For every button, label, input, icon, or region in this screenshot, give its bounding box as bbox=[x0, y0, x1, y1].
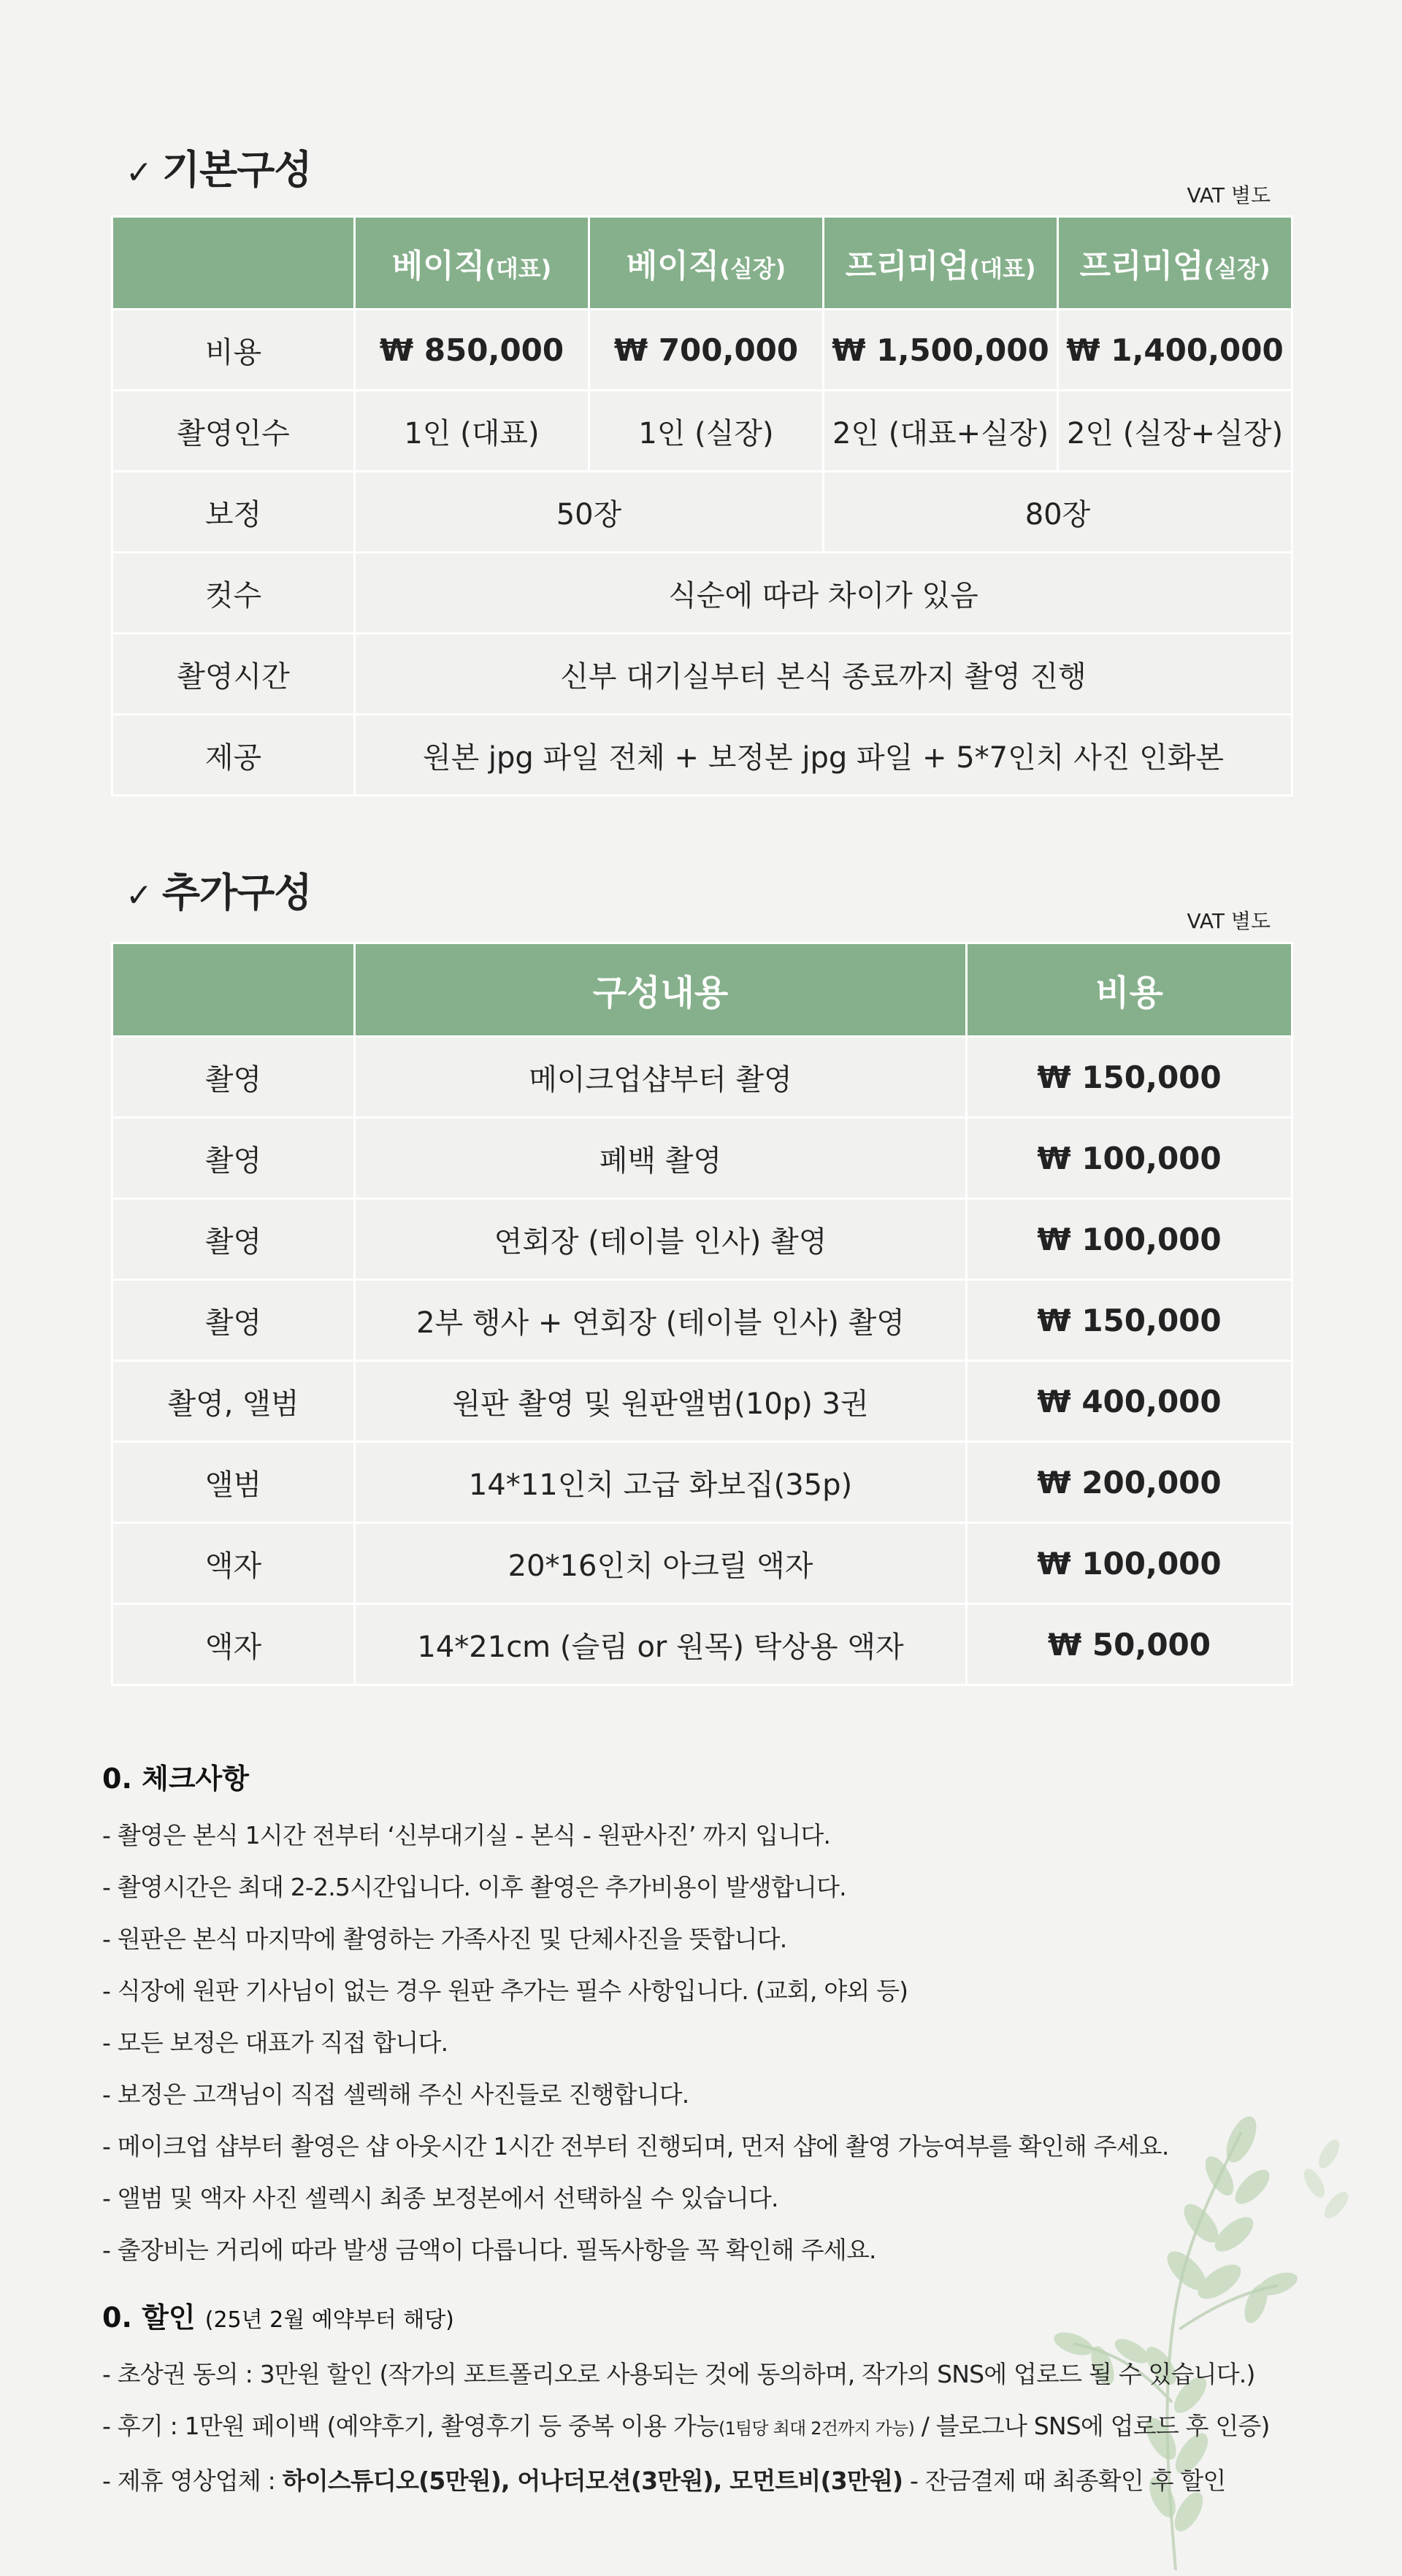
table-row bbox=[112, 1523, 1292, 1604]
row-cost: ₩ 400,000 bbox=[967, 1361, 1292, 1442]
table-row bbox=[112, 1037, 1292, 1118]
row-type: 액자 bbox=[112, 1523, 355, 1604]
table-row bbox=[112, 1199, 1292, 1280]
list-item: - 식장에 원판 기사님이 없는 경우 원판 추가는 필수 사항입니다. (교회, 야외 등) bbox=[102, 1977, 908, 2005]
row-label-time: 촬영시간 bbox=[112, 634, 355, 715]
row-type: 촬영, 앨범 bbox=[112, 1361, 355, 1442]
table-row bbox=[112, 1280, 1292, 1361]
discount-section bbox=[102, 2295, 1344, 2507]
basic-price-table bbox=[111, 215, 1293, 797]
row-label-provide: 제공 bbox=[112, 715, 355, 796]
table-row bbox=[112, 472, 1292, 553]
price-cell: ₩ 850,000 bbox=[355, 310, 589, 391]
row-content: 메이크업샵부터 촬영 bbox=[355, 1037, 967, 1118]
table-cell: 2인 (대표+실장) bbox=[824, 391, 1058, 472]
table-row bbox=[112, 1442, 1292, 1523]
extra-vat-note: VAT 별도 bbox=[1187, 909, 1271, 933]
header-premium-ceo: 프리미엄(대표) bbox=[824, 217, 1058, 310]
row-cost: ₩ 50,000 bbox=[967, 1604, 1292, 1685]
header-blank-cell bbox=[112, 943, 355, 1037]
row-cost: ₩ 100,000 bbox=[967, 1118, 1292, 1199]
extra-section-title: ✓ 추가구성 bbox=[126, 870, 312, 916]
table-row bbox=[112, 310, 1292, 391]
row-label-cost: 비용 bbox=[112, 310, 355, 391]
row-cost: ₩ 100,000 bbox=[967, 1199, 1292, 1280]
row-type: 앨범 bbox=[112, 1442, 355, 1523]
table-cell: 80장 bbox=[824, 472, 1292, 553]
discount-title: 0. 할인 (25년 2월 예약부터 해당) bbox=[102, 2301, 454, 2334]
header-content: 구성내용 bbox=[355, 943, 967, 1037]
header-premium-manager: 프리미엄(실장) bbox=[1058, 217, 1292, 310]
row-content: 14*21cm (슬림 or 원목) 탁상용 액자 bbox=[355, 1604, 967, 1685]
row-label-retouch: 보정 bbox=[112, 472, 355, 553]
table-header-row bbox=[112, 217, 1292, 310]
list-item: - 원판은 본식 마지막에 촬영하는 가족사진 및 단체사진을 뜻합니다. bbox=[102, 1925, 787, 1953]
list-item: - 앨범 및 액자 사진 셀렉시 최종 보정본에서 선택하실 수 있습니다. bbox=[102, 2184, 778, 2212]
table-row bbox=[112, 1118, 1292, 1199]
row-content: 14*11인치 고급 화보집(35p) bbox=[355, 1442, 967, 1523]
table-cell: 1인 (실장) bbox=[589, 391, 824, 472]
table-row bbox=[112, 391, 1292, 472]
header-basic-manager: 베이직(실장) bbox=[589, 217, 824, 310]
price-cell: ₩ 1,400,000 bbox=[1058, 310, 1292, 391]
row-cost: ₩ 200,000 bbox=[967, 1442, 1292, 1523]
list-item: - 초상권 동의 : 3만원 할인 (작가의 포트폴리오로 사용되는 것에 동의하며, 작가의 SNS에 업로드 될 수 있습니다.) bbox=[102, 2360, 1255, 2388]
list-item: - 촬영시간은 최대 2-2.5시간입니다. 이후 촬영은 추가비용이 발생합니다. bbox=[102, 1873, 846, 1901]
list-item: - 출장비는 거리에 따라 발생 금액이 다릅니다. 필독사항을 꼭 확인해 주세요. bbox=[102, 2236, 876, 2264]
row-type: 촬영 bbox=[112, 1280, 355, 1361]
basic-section-title: ✓ 기본구성 bbox=[126, 147, 312, 193]
discount-list bbox=[102, 2348, 1344, 2507]
list-item: - 촬영은 본식 1시간 전부터 ‘신부대기실 - 본식 - 원판사진’ 까지 입니다. bbox=[102, 1821, 831, 1849]
header-cost: 비용 bbox=[967, 943, 1292, 1037]
price-cell: ₩ 1,500,000 bbox=[824, 310, 1058, 391]
discount-subtitle: (25년 2월 예약부터 해당) bbox=[204, 2307, 454, 2333]
row-type: 액자 bbox=[112, 1604, 355, 1685]
row-label-people: 촬영인수 bbox=[112, 391, 355, 472]
table-cell: 50장 bbox=[355, 472, 824, 553]
checklist-list bbox=[102, 1809, 1344, 2276]
header-blank-cell bbox=[112, 217, 355, 310]
checklist-title: 0. 체크사항 bbox=[102, 1763, 249, 1795]
table-row bbox=[112, 634, 1292, 715]
table-cell: 2인 (실장+실장) bbox=[1058, 391, 1292, 472]
list-item: - 보정은 고객님이 직접 셀렉해 주신 사진들로 진행합니다. bbox=[102, 2080, 689, 2109]
row-type: 촬영 bbox=[112, 1199, 355, 1280]
table-cell: 원본 jpg 파일 전체 + 보정본 jpg 파일 + 5*7인치 사진 인화본 bbox=[355, 715, 1292, 796]
table-row bbox=[112, 553, 1292, 634]
row-cost: ₩ 150,000 bbox=[967, 1037, 1292, 1118]
table-row bbox=[112, 1361, 1292, 1442]
row-cost: ₩ 100,000 bbox=[967, 1523, 1292, 1604]
check-icon: ✓ bbox=[126, 877, 152, 914]
table-header-row bbox=[112, 943, 1292, 1037]
extra-price-table bbox=[111, 942, 1293, 1686]
row-type: 촬영 bbox=[112, 1118, 355, 1199]
list-item: - 제휴 영상업체 : 하이스튜디오(5만원), 어나더모션(3만원), 모먼트비(3만원) - 잔금결제 때 최종확인 후 할인 bbox=[102, 2466, 1226, 2495]
table-cell: 신부 대기실부터 본식 종료까지 촬영 진행 bbox=[355, 634, 1292, 715]
header-basic-ceo: 베이직(대표) bbox=[355, 217, 589, 310]
table-row bbox=[112, 715, 1292, 796]
row-content: 2부 행사 + 연회장 (테이블 인사) 촬영 bbox=[355, 1280, 967, 1361]
price-cell: ₩ 700,000 bbox=[589, 310, 824, 391]
list-item: - 모든 보정은 대표가 직접 합니다. bbox=[102, 2028, 448, 2057]
basic-vat-note: VAT 별도 bbox=[1187, 183, 1271, 207]
row-content: 원판 촬영 및 원판앨범(10p) 3권 bbox=[355, 1361, 967, 1442]
row-content: 20*16인치 아크릴 액자 bbox=[355, 1523, 967, 1604]
row-content: 폐백 촬영 bbox=[355, 1118, 967, 1199]
checklist-section bbox=[102, 1756, 1344, 2276]
list-item: - 후기 : 1만원 페이백 (예약후기, 촬영후기 등 중복 이용 가능(1팀당 최대 2건까지 가능) / 블로그나 SNS에 업로드 후 인증) bbox=[102, 2412, 1270, 2440]
check-icon: ✓ bbox=[126, 154, 152, 191]
row-type: 촬영 bbox=[112, 1037, 355, 1118]
table-cell: 1인 (대표) bbox=[355, 391, 589, 472]
row-label-cuts: 컷수 bbox=[112, 553, 355, 634]
table-row bbox=[112, 1604, 1292, 1685]
row-content: 연회장 (테이블 인사) 촬영 bbox=[355, 1199, 967, 1280]
list-item: - 메이크업 샵부터 촬영은 샵 아웃시간 1시간 전부터 진행되며, 먼저 샵에 촬영 가능여부를 확인해 주세요. bbox=[102, 2132, 1169, 2161]
row-cost: ₩ 150,000 bbox=[967, 1280, 1292, 1361]
table-cell: 식순에 따라 차이가 있음 bbox=[355, 553, 1292, 634]
